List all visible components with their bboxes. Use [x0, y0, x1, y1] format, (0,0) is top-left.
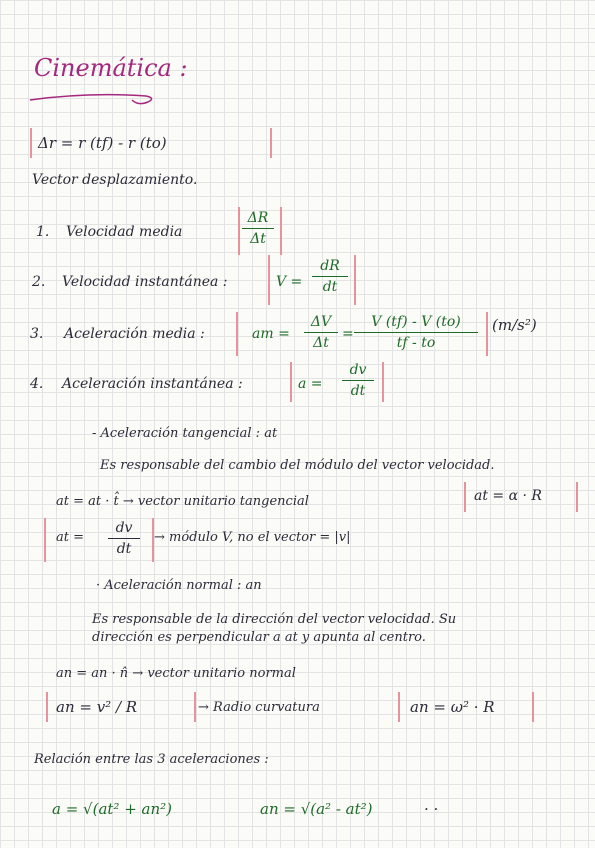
formula-lhs: a =	[298, 376, 323, 392]
item-label: Velocidad instantánea :	[62, 274, 228, 290]
item-number: 1.	[36, 224, 50, 240]
item-number: 4.	[30, 376, 44, 392]
formula-lhs: am =	[252, 326, 290, 342]
tangential-heading: - Aceleración tangencial : at	[92, 426, 278, 441]
item-number: 2.	[32, 274, 46, 290]
item-label: Aceleración instantánea :	[62, 376, 243, 392]
relation-heading: Relación entre las 3 aceleraciones :	[34, 752, 269, 767]
tangential-eq2-note: → módulo V, no el vector = |v|	[154, 530, 351, 545]
normal-heading: · Aceleración normal : an	[96, 578, 262, 593]
fraction: $\frac{dv}{dt}$	[342, 362, 374, 399]
item-number: 3.	[30, 326, 44, 342]
fraction: $\frac{V (tf) - V (to)}{tf - to}$	[354, 314, 478, 351]
fraction: $\frac{\Delta V}{\Delta t}$	[304, 314, 338, 351]
fraction: $\frac{dv}{dt}$	[108, 520, 140, 557]
tangential-eq2-lhs: at =	[56, 530, 84, 545]
fraction: $\frac{dR}{dt}$	[312, 258, 348, 295]
tangential-eq1-box: at = α · R	[474, 488, 542, 504]
displacement-formula: Δr = r (tf) - r (to)	[38, 134, 167, 152]
normal-eq2-box: an = ω² · R	[410, 698, 495, 716]
page-title: Cinemática :	[34, 54, 188, 82]
normal-eq1: an = an · n̂ → vector unitario normal	[56, 666, 296, 681]
formula-lhs: V =	[276, 274, 303, 290]
normal-eq2-note: → Radio curvatura	[198, 700, 320, 715]
equals-sign: =	[342, 326, 354, 342]
normal-description: dirección es perpendicular a at y apunta al centro.	[92, 630, 426, 645]
normal-description: Es responsable de la dirección del vector velocidad. Su	[92, 612, 457, 627]
tangential-eq1: at = at · t̂ → vector unitario tangencial	[56, 494, 309, 509]
displacement-label: Vector desplazamiento.	[32, 172, 198, 188]
relation-trail: · ·	[424, 800, 439, 818]
title-underline	[28, 86, 158, 108]
normal-eq2: an = v² / R	[56, 698, 138, 716]
fraction: $\frac{\Delta R}{\Delta t}$	[242, 210, 274, 247]
relation-eq2: an = √(a² - at²)	[260, 800, 373, 818]
item-label: Aceleración media :	[64, 326, 205, 342]
item-label: Velocidad media	[66, 224, 183, 240]
relation-eq1: a = √(at² + an²)	[52, 800, 173, 818]
tangential-description: Es responsable del cambio del módulo del vector velocidad.	[100, 458, 495, 473]
unit: (m/s²)	[492, 316, 537, 334]
